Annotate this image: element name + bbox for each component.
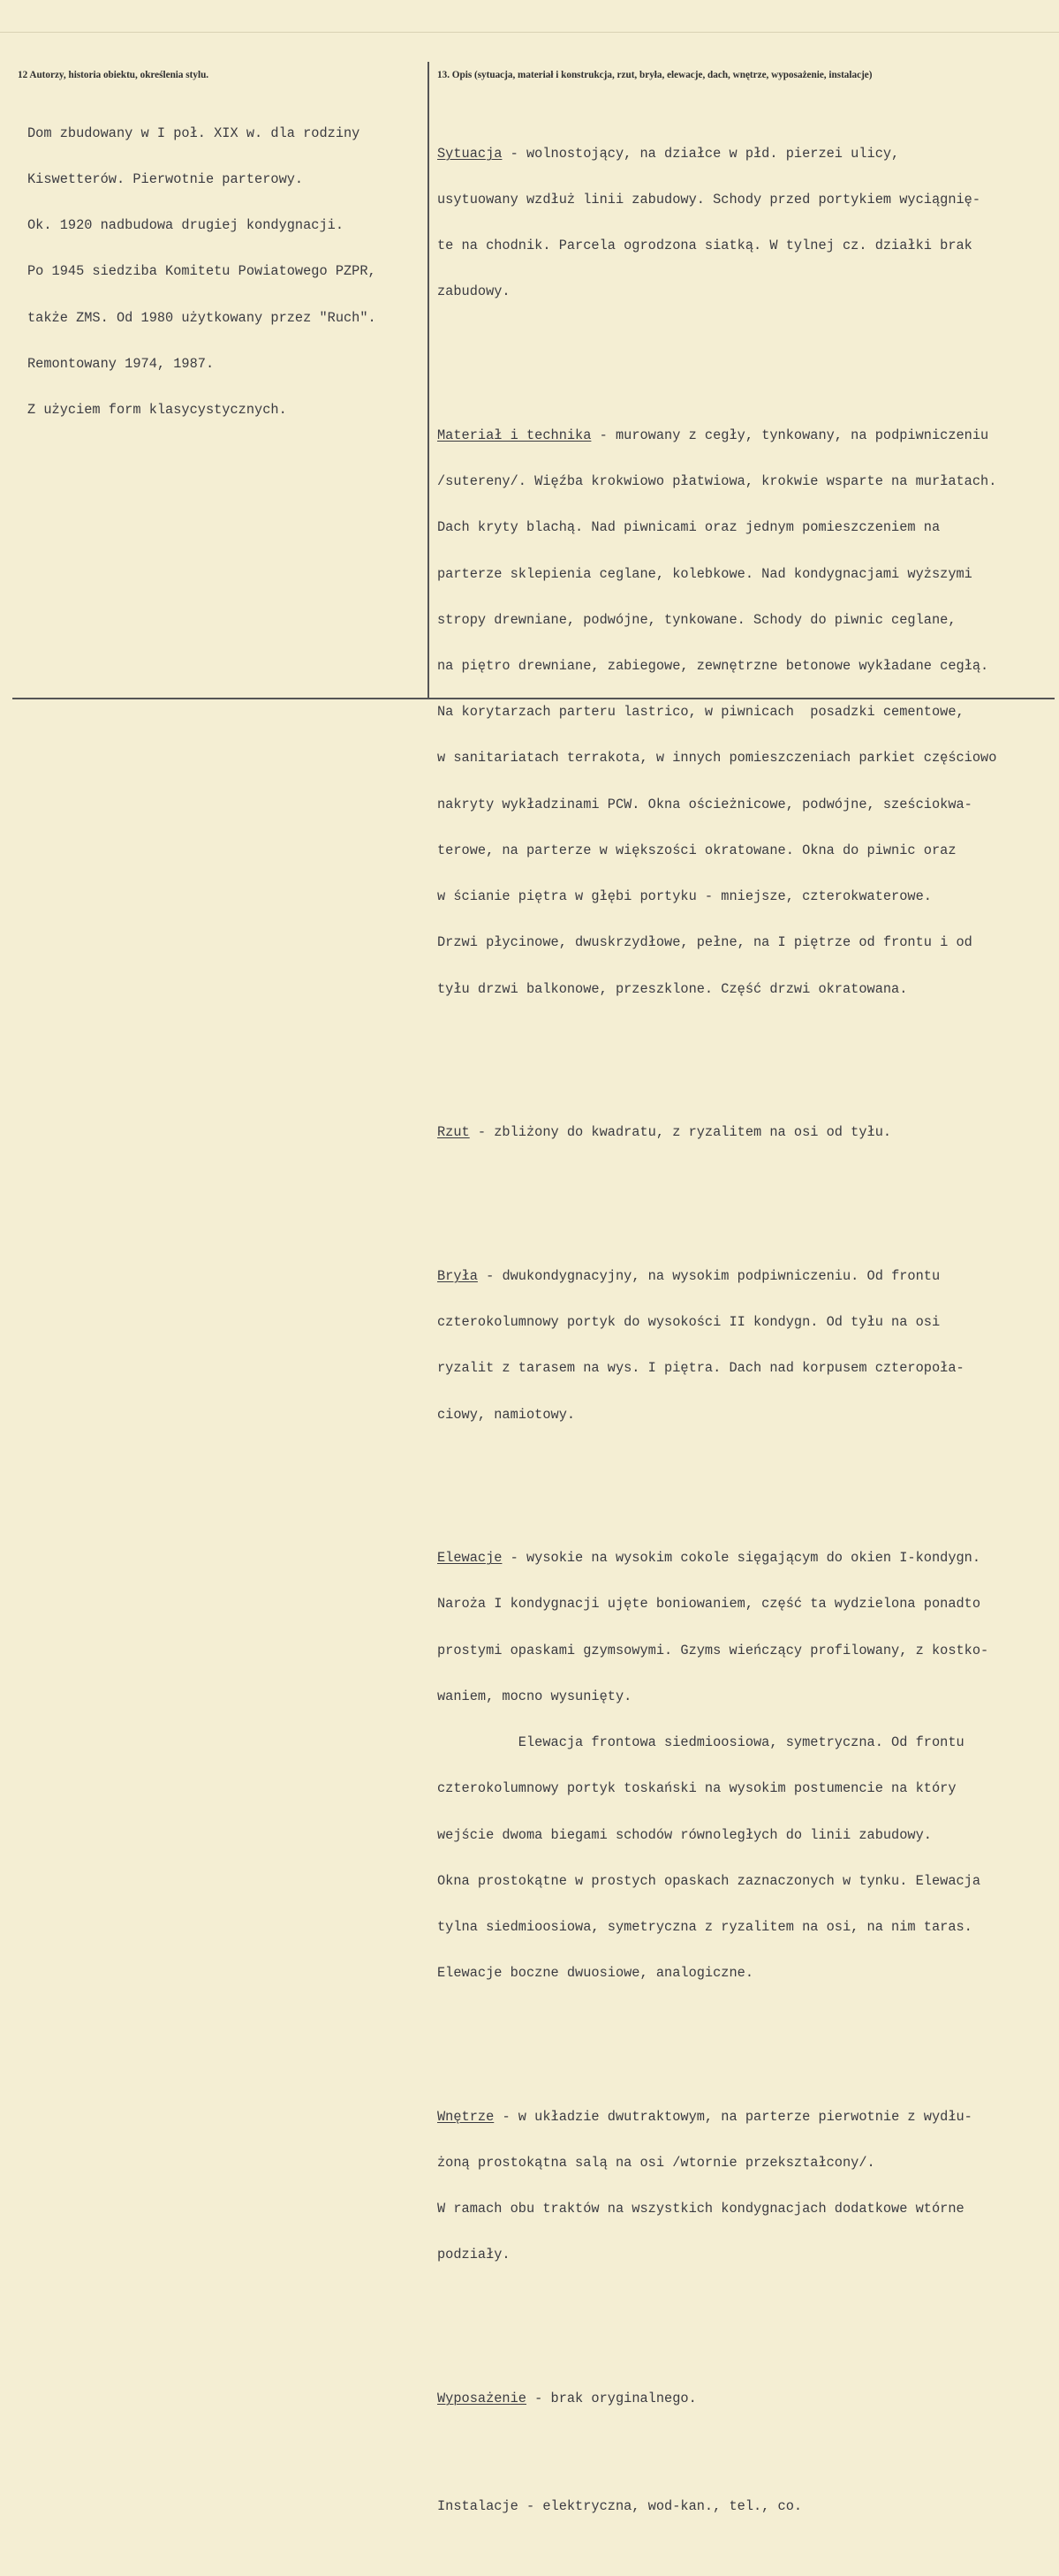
section-label: Wyposażenie: [437, 2391, 526, 2407]
section-line: tyłu drzwi balkonowe, przeszklone. Część drzwi okratowana.: [437, 980, 908, 997]
top-rule: [0, 32, 1059, 33]
section-rzut: [437, 1094, 1055, 1171]
section-line: w sanitariatach terrakota, w innych pomieszczeniach parkiet częściowo: [437, 750, 997, 767]
section-line: podziały.: [437, 2247, 511, 2263]
section-line: te na chodnik. Parcela ogrodzona siatką. W tylnej cz. działki brak: [437, 238, 972, 254]
history-line: także ZMS. Od 1980 użytkowany przez "Ruch".: [27, 309, 376, 326]
history-text: [27, 95, 376, 449]
history-line: Po 1945 siedziba Komitetu Powiatowego PZPR,: [27, 263, 376, 280]
history-line: Remontowany 1974, 1987.: [27, 355, 215, 372]
section-line: żoną prostokątna salą na osi /wtornie przekształcony/.: [437, 2155, 875, 2172]
section-line: tylna siedmioosiowa, symetryczna z ryzalitem na osi, na nim taras.: [437, 1918, 972, 1935]
section-line: - murowany z cegły, tynkowany, na podpiwniczeniu: [591, 427, 989, 443]
section-line: stropy drewniane, podwójne, tynkowane. Schody do piwnic ceglane,: [437, 611, 957, 628]
section-line: zabudowy.: [437, 283, 511, 300]
section-line: Elewacje boczne dwuosiowe, analogiczne.: [437, 1965, 754, 1982]
section-elewacje: [437, 1520, 1055, 2012]
left-column-header: 12 Autorzy, historia obiektu, określenia stylu.: [18, 70, 209, 80]
description-text: [437, 85, 1055, 2576]
history-line: Z użyciem form klasycystycznych.: [27, 402, 287, 419]
section-label: Rzut: [437, 1124, 470, 1141]
section-instalacje: [437, 2468, 1055, 2545]
section-line: ryzalit z tarasem na wys. I piętra. Dach nad korpusem czteropoła-: [437, 1360, 964, 1377]
section-line: waniem, mocno wysunięty.: [437, 1688, 632, 1704]
section-line: czterokolumnowy portyk toskański na wysokim postumencie na który: [437, 1780, 957, 1797]
section-line: - elektryczna, wod-kan., tel., co.: [518, 2497, 803, 2514]
section-line: wejście dwoma biegami schodów równoległych do linii zabudowy.: [437, 1826, 932, 1843]
section-label: Bryła: [437, 1267, 478, 1284]
section-material: [437, 397, 1055, 1028]
section-line: - wysokie na wysokim cokole sięgającym do okien I-kondygn.: [502, 1550, 981, 1567]
column-divider: [427, 62, 429, 699]
section-line: - brak oryginalnego.: [526, 2391, 697, 2407]
section-line: ciowy, namiotowy.: [437, 1406, 576, 1423]
section-wyposazenie: [437, 2361, 1055, 2437]
section-label: Instalacje: [437, 2497, 518, 2514]
section-line: parterze sklepienia ceglane, kolebkowe. Nad kondygnacjami wyższymi: [437, 565, 972, 582]
section-line: /sutereny/. Więźba krokwiowo płatwiowa, krokwie wsparte na murłatach.: [437, 473, 997, 490]
section-line: - w układzie dwutraktowym, na parterze pierwotnie z wydłu-: [494, 2108, 972, 2125]
section-line: W ramach obu traktów na wszystkich kondygnacjach dodatkowe wtórne: [437, 2201, 964, 2217]
history-line: Dom zbudowany w I poł. XIX w. dla rodziny: [27, 125, 360, 141]
section-line: Na korytarzach parteru lastrico, w piwnicach posadzki cementowe,: [437, 704, 964, 721]
section-line: terowe, na parterze w większości okratowane. Okna do piwnic oraz: [437, 842, 957, 858]
section-line: Naroża I kondygnacji ujęte boniowaniem, część ta wydzielona ponadto: [437, 1596, 981, 1613]
section-line: czterokolumnowy portyk do wysokości II kondygn. Od tyłu na osi: [437, 1314, 941, 1331]
section-line: Drzwi płycinowe, dwuskrzydłowe, pełne, na I piętrze od frontu i od: [437, 934, 972, 951]
section-bryla: [437, 1238, 1055, 1454]
section-line: - zbliżony do kwadratu, z ryzalitem na osi od tyłu.: [469, 1124, 892, 1141]
section-line: na piętro drewniane, zabiegowe, zewnętrzne betonowe wykładane cegłą.: [437, 658, 989, 675]
section-sytuacja: [437, 116, 1055, 331]
section-line: nakryty wykładzinami PCW. Okna ościeżnicowe, podwójne, sześciokwa-: [437, 796, 972, 812]
history-line: Kiswetterów. Pierwotnie parterowy.: [27, 171, 304, 188]
section-label: Elewacje: [437, 1550, 503, 1567]
section-line: prostymi opaskami gzymsowymi. Gzyms wieńczący profilowany, z kostko-: [437, 1642, 989, 1658]
section-line: - dwukondygnacyjny, na wysokim podpiwniczeniu. Od frontu: [477, 1267, 941, 1284]
section-line: w ścianie piętra w głębi portyku - mniejsze, czterokwaterowe.: [437, 888, 932, 905]
section-wnetrze: [437, 2079, 1055, 2294]
section-label: Materiał i technika: [437, 427, 592, 443]
right-column-header: 13. Opis (sytuacja, materiał i konstrukcja, rzut, bryła, elewacje, dach, wnętrze, wyposażenie, instalacje): [437, 70, 873, 80]
section-line: Dach kryty blachą. Nad piwnicami oraz jednym pomieszczeniem na: [437, 519, 941, 536]
section-line: usytuowany wzdłuż linii zabudowy. Schody przed portykiem wyciągnię-: [437, 191, 981, 208]
section-line: Elewacja frontowa siedmioosiowa, symetryczna. Od frontu: [437, 1734, 964, 1751]
section-line: - wolnostojący, na działce w płd. pierzei ulicy,: [502, 145, 900, 162]
section-label: Sytuacja: [437, 145, 503, 162]
section-line: Okna prostokątne w prostych opaskach zaznaczonych w tynku. Elewacja: [437, 1872, 981, 1889]
section-label: Wnętrze: [437, 2108, 495, 2125]
history-line: Ok. 1920 nadbudowa drugiej kondygnacji.: [27, 217, 344, 234]
